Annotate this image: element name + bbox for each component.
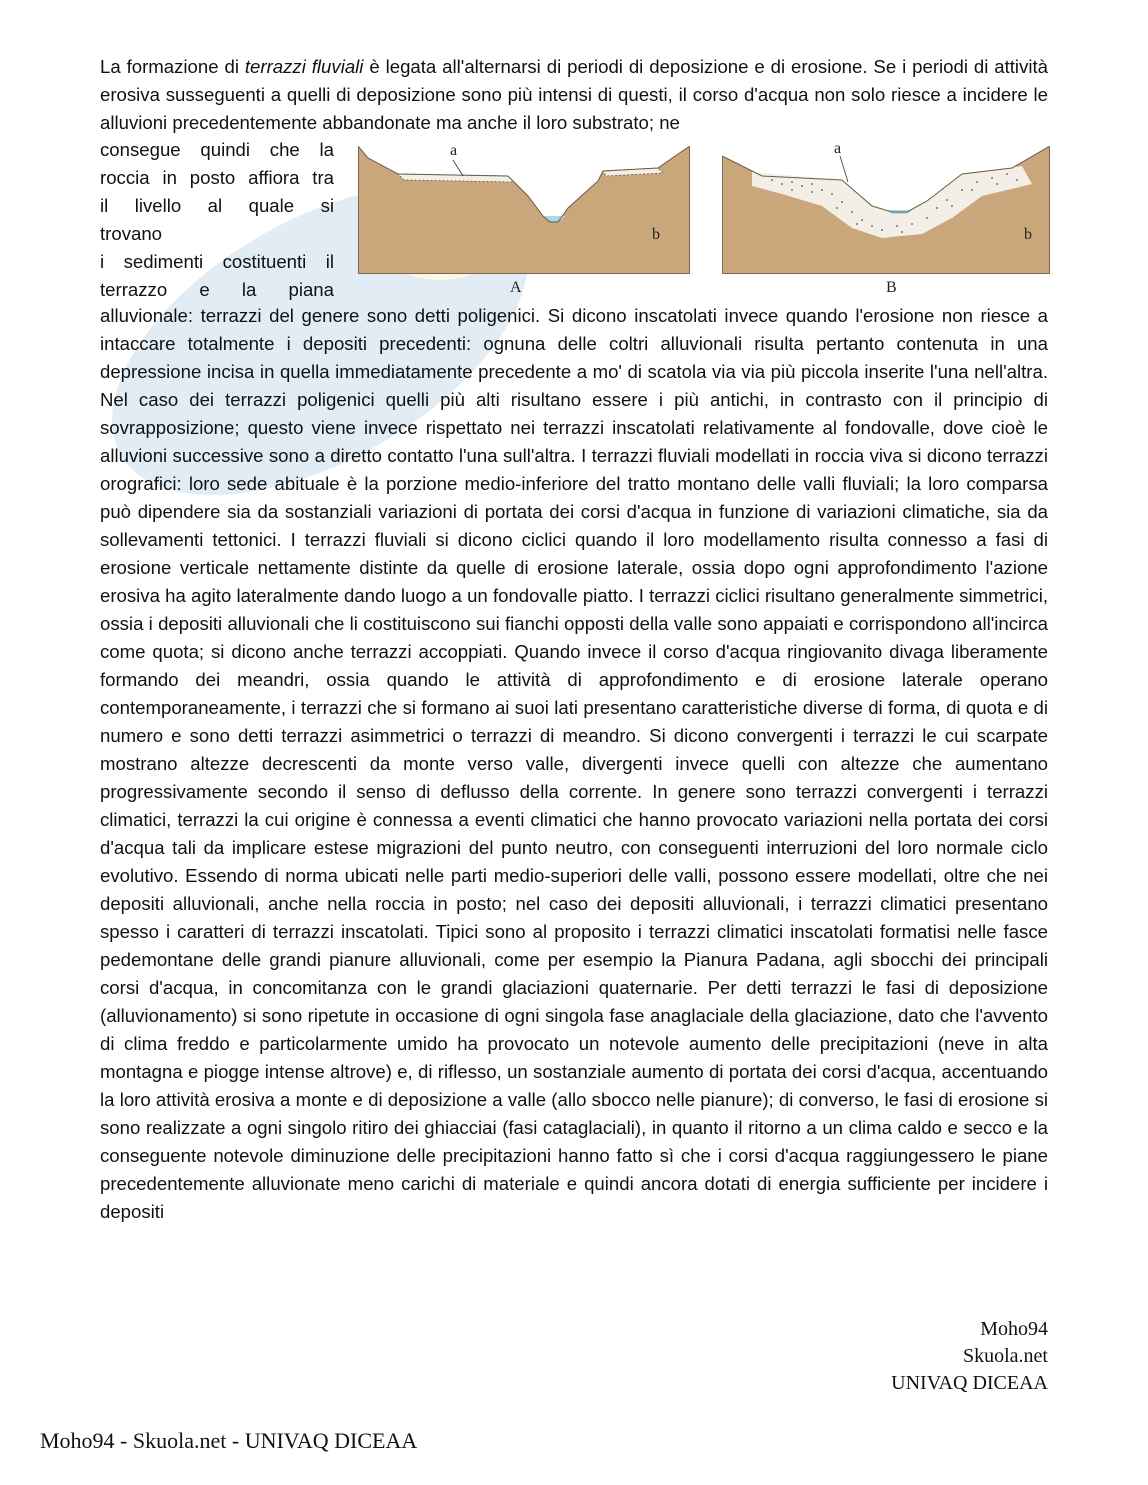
main-body-text: alluvionale: terrazzi del genere sono detti poligenici. Si dicono inscatolati invece quando l'erosione non riesce a intaccare totalmente i depositi precedenti: ognuna delle coltri alluvionali risulta pertanto contenuta in una depressione incisa in quella immediatamente precedente a mo' di scatola via via più piccola inserite l'una nell'altra. Nel caso dei terrazzi poligenici quelli più alti risultano essere i più antichi, in contrasto con il principio di sovrapposizione; questo viene invece rispettato nei terrazzi inscatolati relativamente al fondovalle, dove cioè le alluvioni successive sono a diretto contatto l'una sull'altra. I terrazzi fluviali modellati in roccia viva si dicono terrazzi orografici: loro sede abituale è la porzione medio-inferiore del tratto montano delle valli fluviali; la loro comparsa può dipendere sia da sostanziali variazioni di portata dei corsi d'acqua in funzione di variazioni climatiche, sia da sollevamenti tettonici. I terrazzi fluviali si dicono ciclici quando il loro modellamento risulta connesso a fasi di erosione verticale nettamente distinte da quelle di erosione laterale, ossia dopo ogni approfondimento l'azione erosiva ha agito lateralmente dando luogo a un fondovalle piatto. I terrazzi ciclici risultano generalmente simmetrici, ossia i depositi alluvionali che li costituiscono sui fianchi opposti della valle sono appaiati e corrispondono all'incirca come quota; si dicono anche terrazzi accoppiati. Quando invece il corso d'acqua ringiovanito divaga liberamente formando dei meandri, ossia quando le attività di approfondimento e di erosione laterale operano contemporaneamente, i terrazzi che si formano ai suoi lati presentano caratteristiche diverse di forma, di quota e di numero e sono detti terrazzi asimmetrici o terrazzi di meandro. Si dicono convergenti i terrazzi le cui scarpate mostrano altezze decrescenti da monte verso valle, divergenti invece quelli con altezze che aumentano progressivamente secondo il senso di deflusso della corrente. In genere sono terrazzi convergenti i terrazzi climatici, terrazzi la cui origine è connessa a eventi climatici che hanno provocato variazioni nella portata dei corsi d'acqua tali da implicare estese migrazioni del punto neutro, con conseguenti interruzioni del loro normale ciclo evolutivo. Essendo di norma ubicati nelle parti medio-superiori delle valli, possono essere modellati, oltre che nei depositi alluvionali, anche nella roccia in posto; nel caso dei depositi alluvionali, i terrazzi climatici presentano spesso i caratteri di terrazzi inscatolati. Tipici sono al proposito i terrazzi climatici inscatolati formatisi nelle fasce pedemontane delle grandi pianure alluvionali, come per esempio la Pianura Padana, agli sbocchi dei principali corsi d'acqua, in concomitanza con le grandi glaciazioni quaternarie. Per detti terrazzi le fasi di deposizione (alluvionamento) si sono ripetute in occasione di ogni singola fase anaglaciale della glaciazione, dato che l'avvento di clima freddo e particolarmente umido ha provocato un notevole aumento delle precipitazioni (neve in alta montagna e piogge intense altrove) e, di riflesso, un sostanziale aumento di portata dei corsi d'acqua, accentuando la loro attività erosiva a monte e di deposizione a valle (allo sbocco nelle pianure); di converso, le fasi di erosione si sono realizzate a ogni singolo ritiro dei ghiacciai (fasi cataglaciali), in quanto il ritorno a un clima caldo e secco e la conseguente notevole diminuzione delle precipitazioni hanno fatto sì che i corsi d'acqua raggiungessero le piane precedentemente alluvionate meno carichi di materiale e quindi ancora dotati di energia sufficiente per incidere i depositi: [100, 305, 1048, 1222]
diagram-a-label-b: b: [652, 226, 660, 243]
side-line: roccia in posto affiora tra: [100, 167, 334, 188]
page-footer: Moho94 - Skuola.net - UNIVAQ DICEAA: [40, 1428, 418, 1453]
diagram-a-label-a: a: [450, 142, 458, 159]
diagram-b-inscatolati-terrace: [722, 146, 1050, 274]
signature-author: Moho94: [980, 1318, 1048, 1340]
diagram-b-caption: B: [886, 279, 897, 296]
side-line: terrazzo e la piana: [100, 279, 334, 300]
side-line: i sedimenti costituenti il: [100, 251, 334, 272]
term-terrazzi-fluviali: terrazzi fluviali: [244, 56, 364, 77]
side-line: trovano: [100, 223, 163, 244]
terrace-diagram-figure: [354, 140, 1050, 300]
intro-paragraph: La formazione di terrazzi fluviali è legata all'alternarsi di periodi di deposizione e di erosione. Se i periodi di attività erosiva susseguenti a quelli di deposizione sono più intensi di questi, il corso d'acqua non solo riesce a incidere le alluvioni precedentemente abbandonate ma anche il loro substrato; ne: [100, 56, 1048, 133]
signature-block: [891, 1316, 1048, 1397]
side-text-column: [100, 136, 334, 304]
signature-site: Skuola.net: [963, 1345, 1048, 1367]
diagram-a-polygenic-terrace: [358, 146, 690, 274]
diagram-b-label-b: b: [1024, 226, 1032, 243]
signature-institution: UNIVAQ DICEAA: [891, 1372, 1048, 1394]
diagram-b-label-a: a: [834, 140, 842, 157]
side-line: il livello al quale si: [100, 195, 334, 216]
diagram-a-caption: A: [510, 279, 522, 296]
side-line: consegue quindi che la: [100, 139, 334, 160]
